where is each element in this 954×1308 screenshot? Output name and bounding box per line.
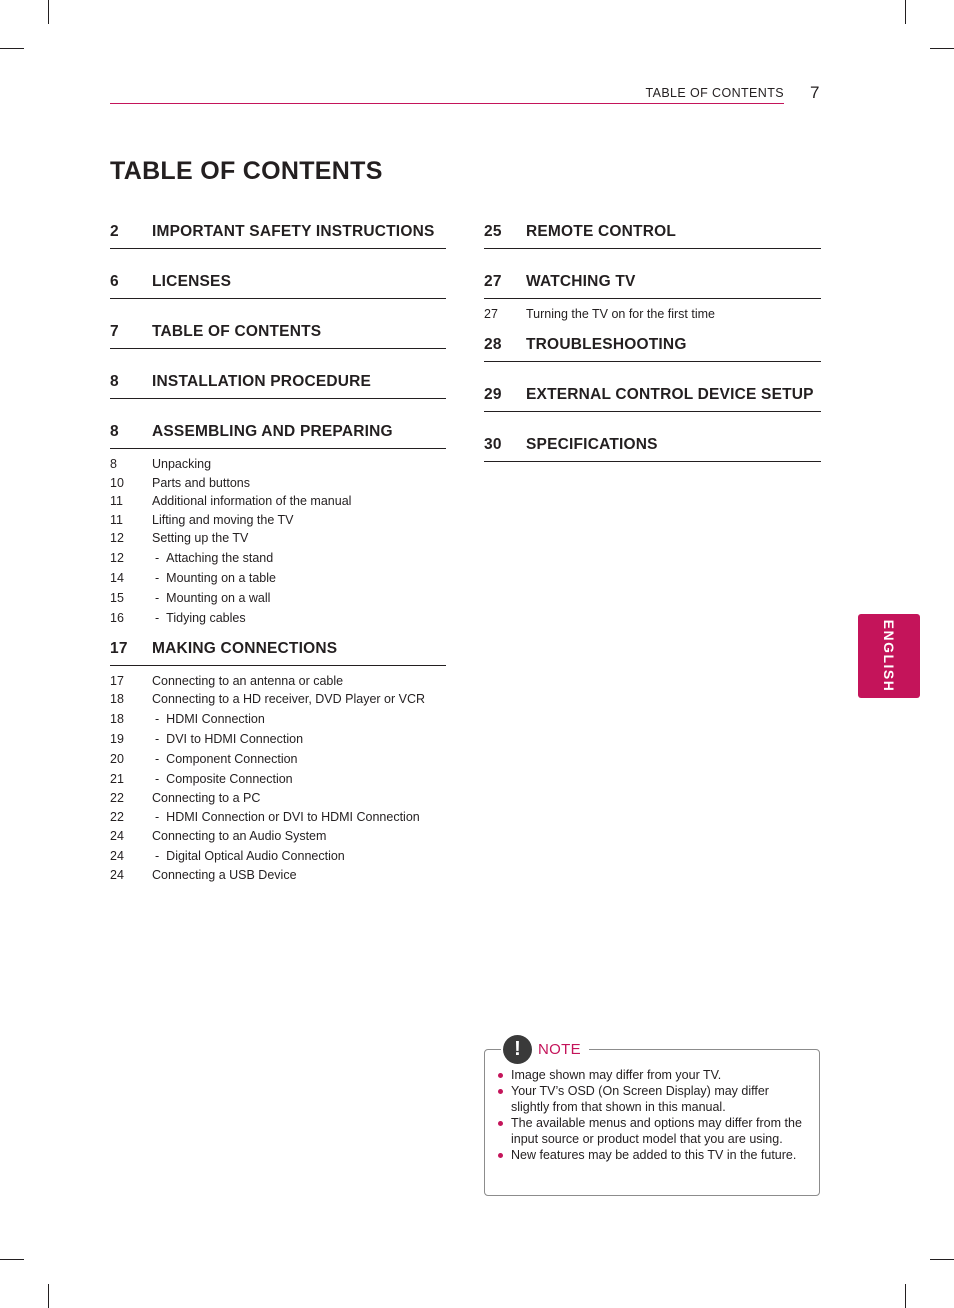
toc-section-title: EXTERNAL CONTROL DEVICE SETUP xyxy=(526,385,814,403)
toc-section-heading[interactable] xyxy=(484,222,821,249)
toc-entry-page: 24 xyxy=(110,829,124,843)
toc-section-page: 29 xyxy=(484,385,502,403)
toc-entry[interactable] xyxy=(110,511,446,530)
toc-entry-page: 14 xyxy=(110,570,124,585)
page-title: TABLE OF CONTENTS xyxy=(110,157,383,185)
toc-section xyxy=(484,335,821,385)
toc-entry-title: Connecting to a HD receiver, DVD Player or VCR xyxy=(152,692,426,706)
toc-entry-page: 8 xyxy=(110,457,117,471)
note-bullet: Your TV’s OSD (On Screen Display) may differ slightly from that shown in this manual. xyxy=(496,1083,805,1115)
toc-entry[interactable] xyxy=(484,305,821,324)
toc-spacer xyxy=(484,362,821,385)
toc-entry-page: 16 xyxy=(110,610,124,625)
toc-entry-page: 18 xyxy=(110,711,124,726)
note-bullet: Image shown may differ from your TV. xyxy=(496,1067,805,1083)
toc-section-page: 8 xyxy=(110,373,119,390)
toc-section xyxy=(484,272,821,335)
toc-entry[interactable] xyxy=(110,827,446,846)
toc-section-title: REMOTE CONTROL xyxy=(526,223,677,240)
exclamation-icon: ! xyxy=(503,1035,532,1064)
toc-section xyxy=(110,272,446,322)
toc-section xyxy=(110,222,446,272)
toc-entry-title: - DVI to HDMI Connection xyxy=(152,729,303,749)
toc-section-title: MAKING CONNECTIONS xyxy=(152,639,338,657)
toc-entry[interactable] xyxy=(110,789,446,808)
toc-section-title: ASSEMBLING AND PREPARING xyxy=(152,423,393,440)
note-label: NOTE xyxy=(538,1040,581,1058)
toc-entry-title: Turning the TV on for the first time xyxy=(526,307,715,321)
toc-section-title: TABLE OF CONTENTS xyxy=(152,323,322,340)
toc-entry[interactable] xyxy=(110,588,446,608)
crop-mark xyxy=(905,1284,906,1308)
toc-entry-title: Parts and buttons xyxy=(152,475,250,490)
toc-entry-page: 24 xyxy=(110,848,124,863)
toc-section-page: 27 xyxy=(484,273,502,290)
toc-entry-title: Connecting to an Audio System xyxy=(152,829,327,843)
toc-section-page: 8 xyxy=(110,423,119,440)
toc-entry-page: 12 xyxy=(110,531,124,545)
toc-entry-page: 20 xyxy=(110,751,124,766)
toc-entry-title: Additional information of the manual xyxy=(152,494,352,508)
toc-section-title: TROUBLESHOOTING xyxy=(526,335,687,353)
toc-entry-page: 11 xyxy=(110,512,123,527)
toc-entry[interactable] xyxy=(110,709,446,729)
crop-mark xyxy=(48,0,49,24)
toc-entry[interactable] xyxy=(110,548,446,568)
toc-section-page: 17 xyxy=(110,639,128,657)
toc-entry-title: Setting up the TV xyxy=(152,531,249,545)
toc-spacer xyxy=(110,399,446,422)
toc-entry[interactable] xyxy=(110,846,446,866)
toc-subentries xyxy=(110,449,446,639)
page-number: 7 xyxy=(810,83,820,102)
toc-spacer xyxy=(484,412,821,435)
toc-entry-title: Connecting a USB Device xyxy=(152,867,297,882)
toc-section-heading[interactable] xyxy=(484,435,821,462)
toc-entry-page: 11 xyxy=(110,494,123,508)
toc-entry[interactable] xyxy=(110,672,446,691)
toc-entry-page: 21 xyxy=(110,771,124,786)
toc-section-heading[interactable] xyxy=(110,322,446,349)
toc-section-heading[interactable] xyxy=(110,639,446,666)
language-tab-label: ENGLISH xyxy=(881,619,897,693)
toc-right-column xyxy=(484,222,821,485)
toc-section-page: 25 xyxy=(484,223,502,240)
toc-entry-title: - Digital Optical Audio Connection xyxy=(152,846,345,866)
toc-entry[interactable] xyxy=(110,807,446,827)
toc-entry[interactable] xyxy=(110,729,446,749)
toc-section xyxy=(484,385,821,435)
crop-mark xyxy=(930,1259,954,1260)
crop-mark xyxy=(48,1284,49,1308)
toc-spacer xyxy=(484,462,821,485)
toc-section-heading[interactable] xyxy=(110,272,446,299)
toc-entry-page: 22 xyxy=(110,810,124,824)
crop-mark xyxy=(0,48,24,49)
running-header: TABLE OF CONTENTS xyxy=(645,86,784,100)
header-rule xyxy=(110,103,784,104)
toc-subentries xyxy=(484,299,821,335)
toc-entry-page: 15 xyxy=(110,590,124,605)
toc-left-column xyxy=(110,222,446,895)
toc-entry[interactable] xyxy=(110,455,446,474)
toc-spacer xyxy=(110,299,446,322)
toc-entry-title: Unpacking xyxy=(152,457,212,471)
toc-section xyxy=(110,639,446,896)
toc-section-page: 6 xyxy=(110,273,119,290)
toc-entry-title: - Component Connection xyxy=(152,749,298,769)
toc-section-page: 2 xyxy=(110,223,119,240)
toc-entry-title: Lifting and moving the TV xyxy=(152,512,294,527)
note-header xyxy=(501,1034,589,1064)
language-tab xyxy=(858,614,920,698)
toc-section-title: INSTALLATION PROCEDURE xyxy=(152,373,372,390)
toc-spacer xyxy=(110,249,446,272)
toc-section-heading[interactable] xyxy=(484,272,821,299)
crop-mark xyxy=(0,1259,24,1260)
toc-subentries xyxy=(110,666,446,896)
toc-section-page: 28 xyxy=(484,335,502,353)
toc-entry-title: Connecting to an antenna or cable xyxy=(152,673,344,688)
toc-entry-page: 24 xyxy=(110,867,124,882)
toc-entry-page: 27 xyxy=(484,307,498,321)
toc-entry-page: 10 xyxy=(110,475,124,490)
toc-entry-title: - Mounting on a wall xyxy=(152,588,270,608)
toc-section-page: 7 xyxy=(110,323,119,340)
toc-section xyxy=(110,372,446,422)
toc-section xyxy=(110,322,446,372)
toc-spacer xyxy=(110,349,446,372)
note-list xyxy=(485,1050,819,1163)
toc-section xyxy=(484,435,821,485)
toc-entry[interactable] xyxy=(110,690,446,709)
toc-section-title: WATCHING TV xyxy=(526,273,636,290)
toc-entry-title: - HDMI Connection or DVI to HDMI Connection xyxy=(152,807,420,827)
toc-entry[interactable] xyxy=(110,568,446,588)
toc-entry-page: 12 xyxy=(110,550,124,565)
toc-entry[interactable] xyxy=(110,529,446,548)
toc-entry[interactable] xyxy=(110,608,446,628)
toc-entry-title: - Composite Connection xyxy=(152,769,293,789)
toc-section-heading[interactable] xyxy=(110,372,446,399)
toc-section-heading[interactable] xyxy=(484,385,821,412)
toc-section-title: LICENSES xyxy=(152,273,232,290)
toc-entry-page: 19 xyxy=(110,731,124,746)
note-bullet: The available menus and options may differ from the input source or product model that you are using. xyxy=(496,1115,805,1147)
toc-section-heading[interactable] xyxy=(110,422,446,449)
toc-spacer xyxy=(484,249,821,272)
toc-entry-page: 18 xyxy=(110,692,124,706)
toc-entry[interactable] xyxy=(110,749,446,769)
toc-entry-title: Connecting to a PC xyxy=(152,790,261,805)
toc-entry[interactable] xyxy=(110,474,446,493)
toc-section-heading[interactable] xyxy=(110,222,446,249)
toc-section xyxy=(110,422,446,639)
toc-entry-title: - Mounting on a table xyxy=(152,568,276,588)
toc-entry-title: - HDMI Connection xyxy=(152,709,265,729)
toc-entry[interactable] xyxy=(110,492,446,511)
toc-entry-title: - Attaching the stand xyxy=(152,548,273,568)
crop-mark xyxy=(930,48,954,49)
note-box xyxy=(484,1037,820,1196)
toc-entry[interactable] xyxy=(110,769,446,789)
toc-section-page: 30 xyxy=(484,435,502,453)
toc-section-title: IMPORTANT SAFETY INSTRUCTIONS xyxy=(152,223,435,240)
crop-mark xyxy=(905,0,906,24)
note-bullet: New features may be added to this TV in the future. xyxy=(496,1147,805,1163)
toc-entry-title: - Tidying cables xyxy=(152,608,246,628)
toc-section-title: SPECIFICATIONS xyxy=(526,435,658,453)
toc-section xyxy=(484,222,821,272)
toc-entry-page: 17 xyxy=(110,673,124,688)
toc-section-heading[interactable] xyxy=(484,335,821,362)
toc-entry-page: 22 xyxy=(110,790,124,805)
toc-entry[interactable] xyxy=(110,866,446,885)
